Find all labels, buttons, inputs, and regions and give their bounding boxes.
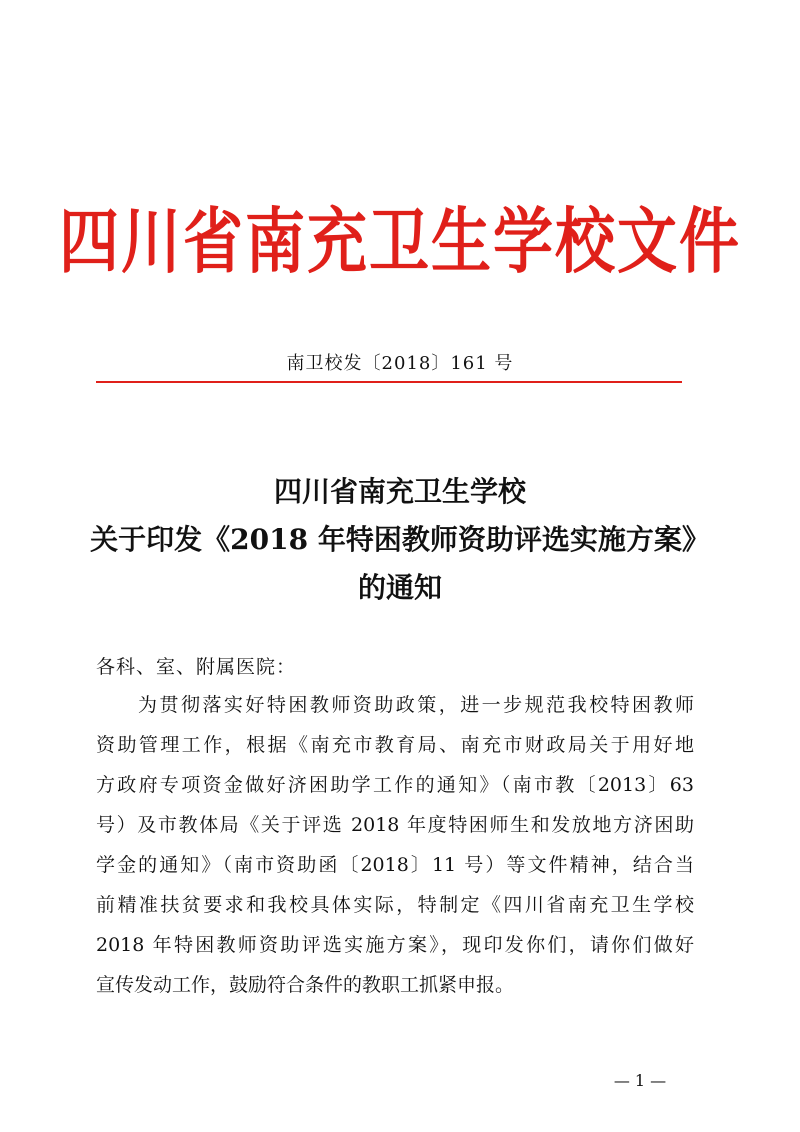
body-line-2: 资助管理工作，根据《南充市教育局、南充市财政局关于用好地 [96, 734, 694, 756]
document-header-title: 四川省南充卫生学校文件 [59, 200, 741, 284]
notice-title [0, 468, 800, 612]
body-line-5: 学金的通知》（南市资助函〔2018〕11 号）等文件精神，结合当 [96, 854, 694, 876]
notice-title-line-2: 关于印发《2018 年特困教师资助评选实施方案》 [90, 523, 710, 556]
salutation: 各科、室、附属医院： [96, 656, 297, 678]
body-line-7: 2018 年特困教师资助评选实施方案》，现印发你们，请你们做好 [96, 934, 694, 956]
body-line-6: 前精准扶贫要求和我校具体实际，特制定《四川省南充卫生学校 [96, 894, 694, 916]
document-number: 南卫校发〔2018〕161 号 [286, 353, 514, 374]
body-line-1: 为贯彻落实好特困教师资助政策，进一步规范我校特困教师 [138, 694, 694, 716]
body-line-8: 宣传发动工作，鼓励符合条件的教职工抓紧申报。 [96, 974, 515, 996]
notice-title-line-1: 四川省南充卫生学校 [273, 475, 526, 508]
page-number: — 1 — [613, 1071, 667, 1090]
body-line-4: 号）及市教体局《关于评选 2018 年度特困师生和发放地方济困助 [96, 814, 694, 836]
header-red-rule [96, 381, 682, 383]
notice-title-line-3: 的通知 [357, 571, 442, 604]
body-line-3: 方政府专项资金做好济困助学工作的通知》（南市教〔2013〕63 [96, 774, 694, 796]
